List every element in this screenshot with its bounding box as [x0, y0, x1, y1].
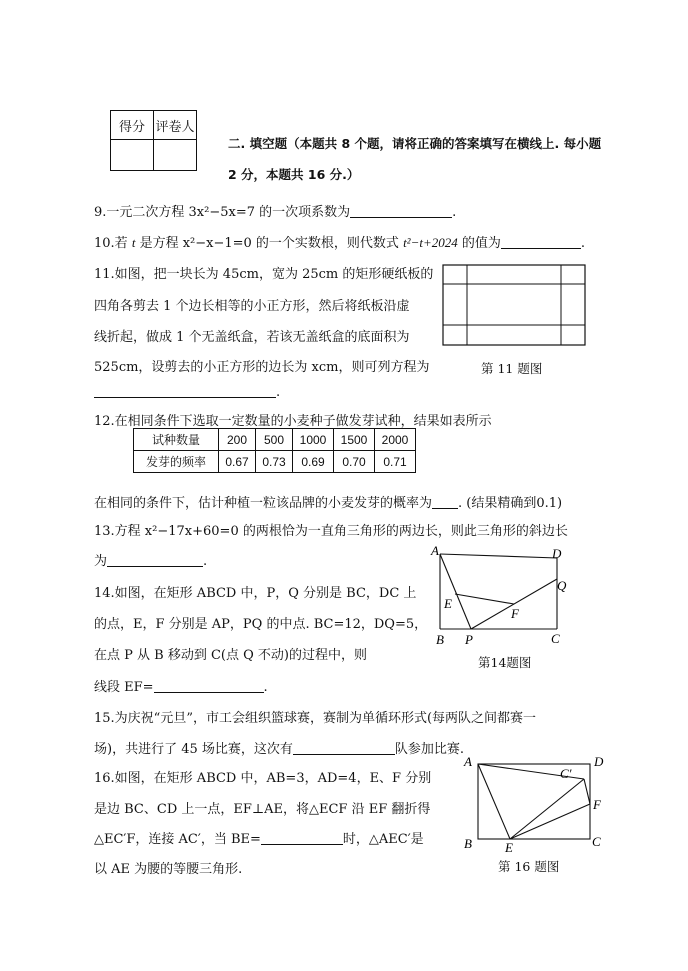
figure-14-segment-EF [455, 594, 514, 604]
question-13-line2: 为 . [94, 554, 208, 569]
figure-14-label-P: P [465, 632, 473, 647]
figure-16-label-A: A [464, 754, 472, 769]
figure-16-segment-EF [510, 804, 590, 839]
seed-table-cell: 0.73 [256, 451, 293, 473]
answer-blank-10[interactable] [501, 235, 581, 249]
question-9: 9.一元二次方程 3x²−5x=7 的一次项系数为 . [94, 205, 457, 220]
figure-11-outer-rect [443, 265, 585, 345]
figure-14-rectangle [426, 544, 576, 654]
seed-table [133, 428, 416, 473]
figure-16-segment-AE [478, 764, 510, 839]
score-table [110, 110, 197, 171]
question-10: 10.若 t 是方程 x²−x−1=0 的一个实数根，则代数式 t²−t+2024 的值为 . [94, 235, 586, 251]
seed-table-cell: 0.70 [334, 451, 375, 473]
question-11-line3: 线折起，做成 1 个无盖纸盒，若该无盖纸盒的底面积为 [94, 330, 410, 345]
question-11-line1: 11.如图，把一块长为 45cm，宽为 25cm 的矩形硬纸板的 [94, 267, 434, 282]
seed-table-cell: 0.67 [219, 451, 256, 473]
question-16-line3: △EC′F，连接 AC′，当 BE= 时，△AEC′是 [94, 832, 424, 847]
question-14-line2: 的点，E，F 分别是 AP，PQ 的中点. BC=12，DQ=5， [94, 617, 428, 632]
figure-16-label-B: B [464, 836, 472, 851]
figure-16-label-D: D [594, 754, 604, 769]
figure-14-label-E: E [444, 596, 452, 611]
seed-table-cell: 200 [219, 429, 256, 451]
seed-table-cell: 2000 [375, 429, 416, 451]
question-12-followup: 在相同的条件下，估计种植一粒该品牌的小麦发芽的概率为 . (结果精确到0.1) [94, 496, 563, 511]
question-11-line5: . [94, 384, 280, 400]
figure-14-label-A: A [431, 544, 439, 558]
answer-blank-11[interactable] [94, 384, 276, 398]
figure-11-box-net [440, 262, 590, 352]
question-13-line1: 13.方程 x²−17x+60=0 的两根恰为一直角三角形的两边长，则此三角形的斜边长 [94, 524, 568, 539]
seed-table-cell: 1000 [293, 429, 334, 451]
seed-table-row [134, 429, 416, 451]
figure-14-caption: 第14题图 [478, 655, 532, 670]
question-14-line1: 14.如图，在矩形 ABCD 中，P，Q 分别是 BC，DC 上 [94, 586, 417, 601]
figure-16-label-E: E [505, 840, 513, 854]
grader-header: 评卷人 [154, 111, 197, 140]
seed-table-cell: 0.69 [293, 451, 334, 473]
figure-14-label-Q: Q [557, 578, 567, 593]
question-12: 12.在相同条件下选取一定数量的小麦种子做发芽试种，结果如表所示 [94, 414, 492, 429]
seed-table-row [134, 451, 416, 473]
figure-14-label-F: F [511, 606, 519, 621]
question-16-line2: 是边 BC、CD 上一点，EF⊥AE，将△ECF 沿 EF 翻折得 [94, 802, 431, 817]
figure-16-label-C-prime: C′ [560, 766, 572, 781]
grader-cell[interactable] [154, 140, 197, 171]
answer-blank-13[interactable] [107, 553, 203, 567]
figure-11-caption: 第 11 题图 [481, 361, 543, 376]
question-15-line1: 15.为庆祝“元旦”，市工会组织篮球赛，赛制为单循环形式(每两队之间都赛一 [94, 711, 537, 726]
figure-16-label-F: F [593, 797, 601, 812]
figure-11-fold-dashed-rect [467, 284, 561, 325]
figure-16-label-C: C [592, 834, 601, 849]
figure-14-label-B: B [436, 632, 444, 647]
score-header: 得分 [111, 111, 154, 140]
question-15-line2: 场)，共进行了 45 场比赛，这次有 队参加比赛. [94, 742, 465, 757]
seed-table-cell: 0.71 [375, 451, 416, 473]
answer-blank-16[interactable] [261, 831, 343, 845]
answer-blank-15[interactable] [293, 741, 395, 755]
answer-blank-12[interactable] [432, 495, 458, 509]
question-16-line1: 16.如图，在矩形 ABCD 中，AB=3，AD=4，E、F 分别 [94, 771, 432, 786]
figure-16-rectangle [458, 754, 608, 854]
figure-16-segment-EC1 [510, 779, 584, 839]
question-14-line3: 在点 P 从 B 移动到 C(点 Q 不动)的过程中，则 [94, 648, 367, 663]
section-heading-line2: 2 分，本题共 16 分.） [228, 167, 360, 182]
figure-14-label-C: C [551, 631, 560, 646]
section-heading-line1: 二. 填空题（本题共 8 个题，请将正确的答案填写在横线上. 每小题 [228, 136, 602, 151]
figure-14-label-D: D [552, 546, 562, 561]
seed-table-cell: 500 [256, 429, 293, 451]
answer-blank-9[interactable] [350, 204, 452, 218]
answer-blank-14[interactable] [154, 679, 264, 693]
seed-table-label: 试种数量 [134, 429, 219, 451]
figure-14-segment-AP [440, 554, 471, 629]
question-11-line2: 四角各剪去 1 个边长相等的小正方形，然后将纸板沿虚 [94, 299, 410, 314]
question-14-line4: 线段 EF= . [94, 680, 268, 695]
figure-16-caption: 第 16 题图 [498, 859, 560, 874]
score-cell[interactable] [111, 140, 154, 171]
question-11-line4: 525cm，设剪去的小正方形的边长为 xcm，则可列方程为 [94, 360, 430, 375]
figure-16-segment-C1F [584, 779, 590, 804]
seed-table-label: 发芽的频率 [134, 451, 219, 473]
seed-table-cell: 1500 [334, 429, 375, 451]
question-16-line4: 以 AE 为腰的等腰三角形. [94, 862, 243, 877]
